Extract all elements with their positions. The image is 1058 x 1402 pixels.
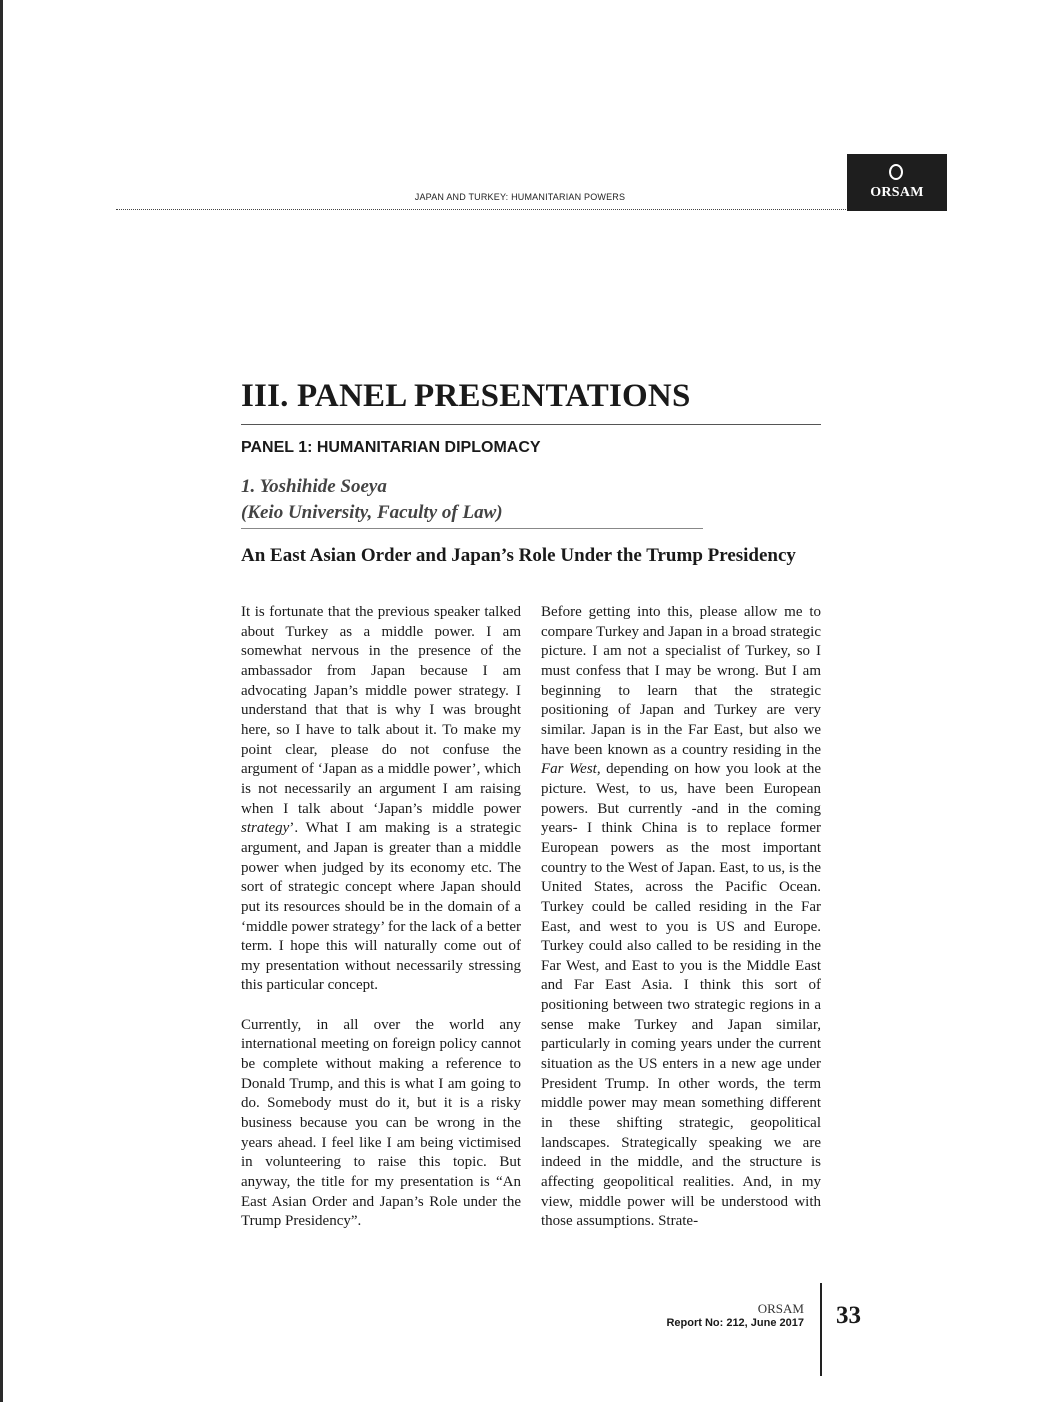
page-edge-line bbox=[0, 0, 3, 1402]
panel-heading: PANEL 1: HUMANITARIAN DIPLOMACY bbox=[241, 439, 541, 456]
footer-report: Report No: 212, June 2017 bbox=[666, 1317, 804, 1329]
body-column-left bbox=[241, 603, 521, 1232]
orsam-logo bbox=[847, 154, 947, 211]
section-title: III. PANEL PRESENTATIONS bbox=[241, 378, 691, 414]
running-header: JAPAN AND TURKEY: HUMANITARIAN POWERS bbox=[414, 192, 626, 202]
body-column-right bbox=[541, 603, 821, 1232]
body-paragraph: Currently, in all over the world any international meeting on foreign policy cannot be complete without making a reference to Donald Trump, and this is what I am going to do. Somebody must do it, but it is a risky business because you can be wrong in the years ahead. I feel like I am being victimised in volunteering to raise this topic. But anyway, the title for my presentation is “An East Asian Order and Japan’s Role under the Trump Presidency”. bbox=[241, 1016, 521, 1230]
footer-org: ORSAM bbox=[757, 1301, 804, 1316]
page-number: 33 bbox=[836, 1302, 861, 1329]
speaker-block bbox=[241, 474, 503, 526]
body-paragraph: It is fortunate that the previous speaker talked about Turkey as a middle power. I am somewhat nervous in the presence of the ambassador from Japan because I am advocating Japan’s middle power strategy. I understand that that is why I was brought here, so I have to talk about it. To make my point clear, please do not confuse the argument of ‘Japan as a middle power’, which is not necessarily an argument I am raising when I talk about ‘Japan’s middle power strategy’. What I am making is a strategic argument, and Japan is greater than a middle power when judged by its economy etc. The sort of strategic concept where Japan should put its resources should be in the domain of a ‘middle power strategy’ for the lack of a better term. I hope this will naturally come out of my presentation without necessarily stressing this particular concept. bbox=[241, 604, 521, 994]
presentation-title: An East Asian Order and Japan’s Role Under the Trump Presidency bbox=[241, 545, 796, 566]
emphasis: Far West bbox=[541, 761, 597, 778]
logo-ring-icon bbox=[889, 164, 903, 180]
speaker-affiliation: (Keio University, Faculty of Law) bbox=[241, 502, 503, 523]
speaker-name: 1. Yoshihide Soeya bbox=[241, 476, 387, 497]
footer-divider bbox=[820, 1283, 822, 1376]
section-title-rule bbox=[241, 424, 821, 425]
body-paragraph: Before getting into this, please allow me to compare Turkey and Japan in a broad strategic picture. I am not a specialist of Turkey, so I must confess that I may be wrong. But I am beginning to learn that the strategic positioning of Japan and Turkey are very similar. Japan is in the Far East, but also we have been known as a country residing in the Far West, depending on how you look at the picture. West, to us, have been European powers. But currently -and in the coming years- I think China is to replace former European powers as the most important country to the West of Japan. East, to us, is the United States, across the Pacific Ocean. Turkey could be called residing in the Far East, and west to you is US and Europe. Turkey could also called to be residing in the Far West, and East to you is the Middle East and Far East Asia. I think this sort of positioning between two strategic regions in a sense make Turkey and Japan similar, particularly in coming years under the current situation as the US enters in a new age under President Trump. In other words, the term middle power may mean something different in these shifting strategic, geopolitical landscapes. Strategically speaking we are indeed in the middle, and the structure is affecting geopolitical realities. And, in my view, middle power will be understood with those assumptions. Strate- bbox=[541, 604, 821, 1230]
speaker-rule bbox=[241, 528, 703, 529]
emphasis: strategy bbox=[241, 820, 290, 837]
header-dotted-rule bbox=[116, 209, 846, 210]
logo-text: ORSAM bbox=[870, 185, 924, 200]
